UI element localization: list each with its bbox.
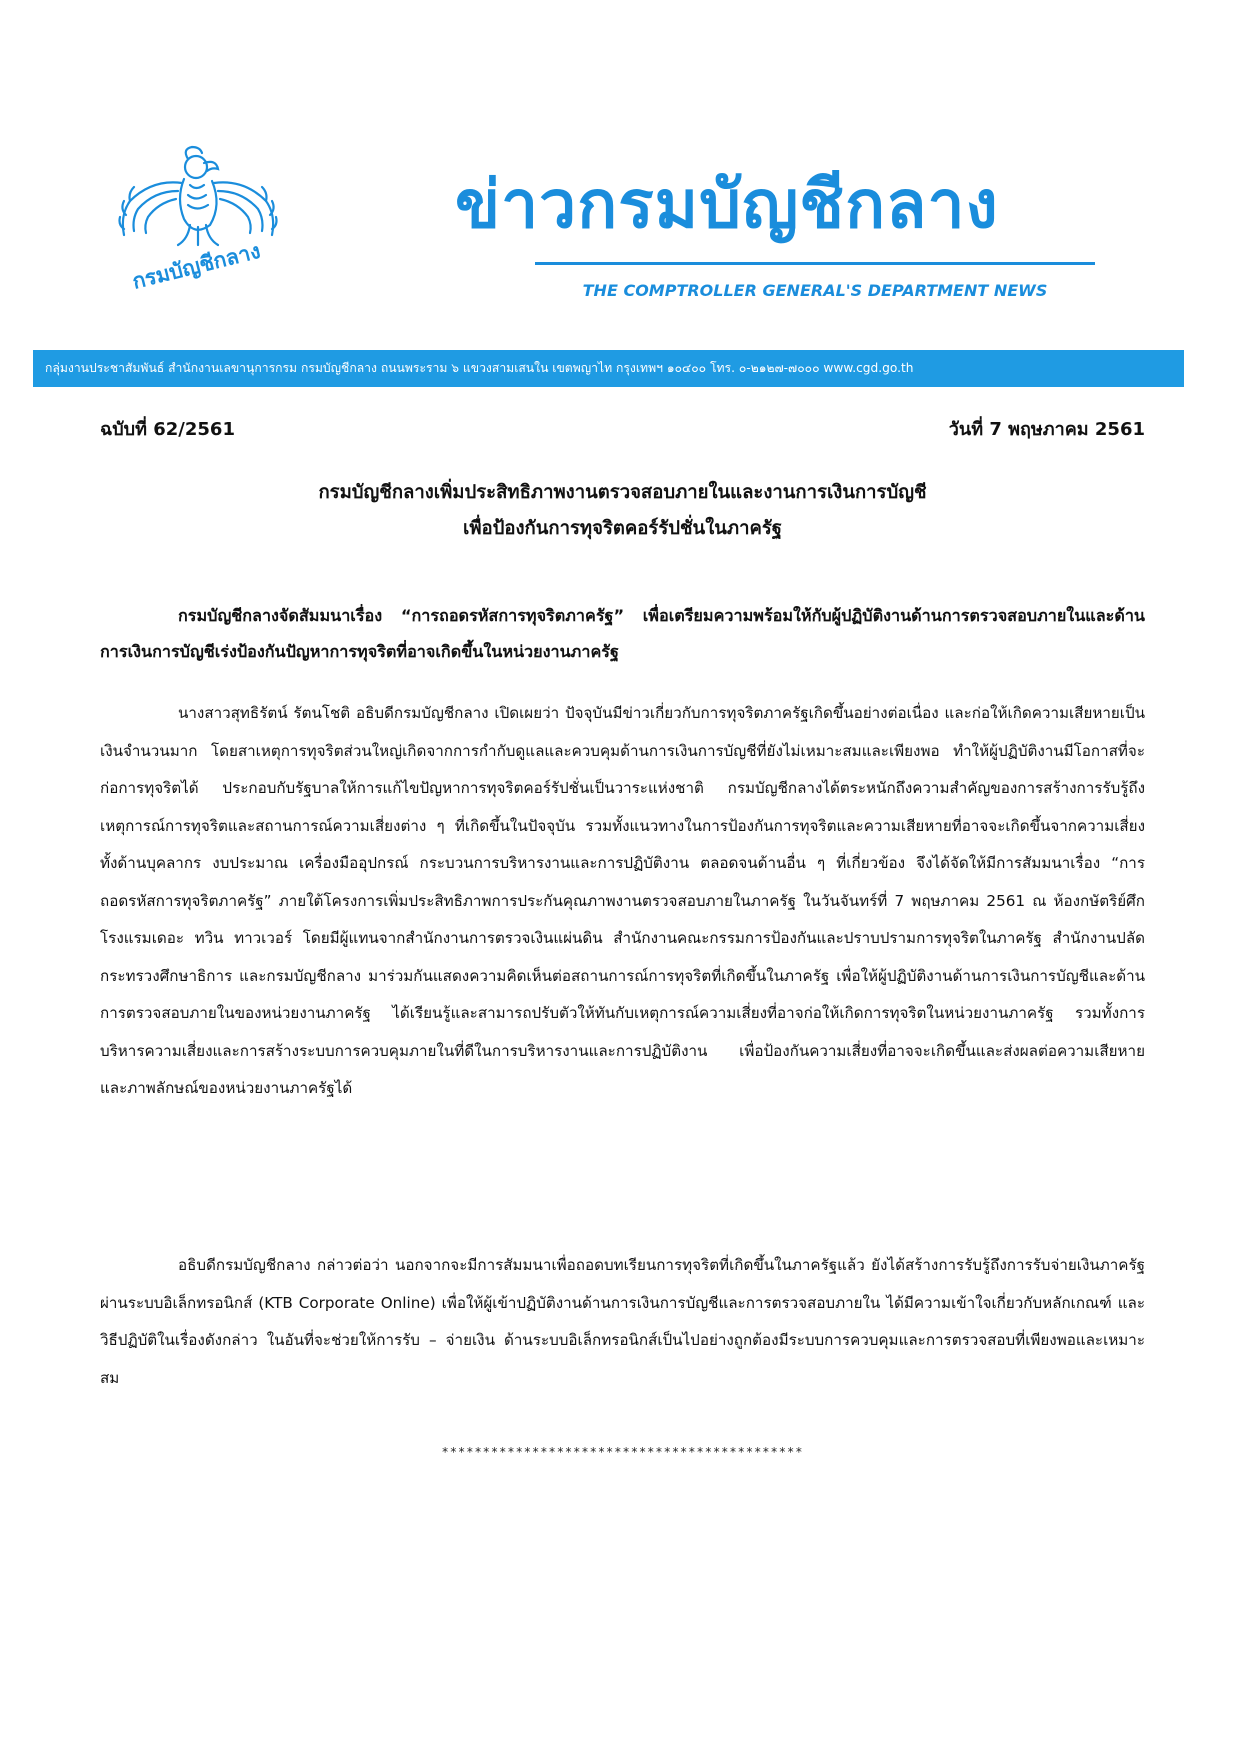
- lead-paragraph: [100, 598, 1145, 670]
- garuda-emblem-icon: [118, 145, 283, 295]
- issue-number: ฉบับที่ 62/2561: [100, 419, 235, 440]
- lead-text: กรมบัญชีกลางจัดสัมมนาเรื่อง “การถอดรหัสการทุจริตภาครัฐ” เพื่อเตรียมความพร้อมให้กับผู้ปฏิบัติงานด้านการตรวจสอบภายในและด้านการเงินการบัญชีเร่งป้องกันปัญหาการทุจริตที่อาจเกิดขึ้นในหน่วยงานภาครัฐ: [100, 606, 1145, 661]
- masthead-divider: [535, 262, 1095, 265]
- masthead-title: ข่าวกรมบัญชีกลาง: [455, 166, 999, 243]
- logo-text: กรมบัญชีกลาง: [129, 238, 263, 294]
- end-marker: ********************************************: [441, 1445, 804, 1459]
- body-text-1: นางสาวสุทธิรัตน์ รัตนโชติ อธิบดีกรมบัญชีกลาง เปิดเผยว่า ปัจจุบันมีข่าวเกี่ยวกับการทุจริตภาครัฐเกิดขึ้นอย่างต่อเนื่อง และก่อให้เกิดความเสียหายเป็นเงินจำนวนมาก โดยสาเหตุการทุจริตส่วนใหญ่เกิดจากการกำกับดูแลและควบคุมด้านการเงินการบัญชีที่ยังไม่เหมาะสมและเพียงพอ ทำให้ผู้ปฏิบัติงานมีโอกาสที่จะก่อการทุจริตได้ ประกอบกับรัฐบาลให้การแก้ไขปัญหาการทุจริตคอร์รัปชั่นเป็นวาระแห่งชาติ กรมบัญชีกลางได้ตระหนักถึงความสำคัญของการสร้างการรับรู้ถึงเหตุการณ์การทุจริตและสถานการณ์ความเสี่ยงต่าง ๆ ที่เกิดขึ้นในปัจจุบัน รวมทั้งแนวทางในการป้องกันการทุจริตและความเสียหายที่อาจจะเกิดขึ้นจากความเสี่ยง ทั้งด้านบุคลากร งบประมาณ เครื่องมืออุปกรณ์ กระบวนการบริหารงานและการปฏิบัติงาน ตลอดจนด้านอื่น ๆ ที่เกี่ยวข้อง จึงได้จัดให้มีการสัมมนาเรื่อง “การถอดรหัสการทุจริตภาครัฐ” ภายใต้โครงการเพิ่มประสิทธิภาพการประกันคุณภาพงานตรวจสอบภายในภาครัฐ ในวันจันทร์ที่ 7 พฤษภาคม 2561 ณ ห้องกษัตริย์ศึก โรงแรมเดอะ ทวิน ทาวเวอร์ โดยมีผู้แทนจากสำนักงานการตรวจเงินแผ่นดิน สำนักงานคณะกรรมการป้องกันและปราบปรามการทุจริตในภาครัฐ สำนักงานปลัดกระทรวงศึกษาธิการ และกรมบัญชีกลาง มาร่วมกันแสดงความคิดเห็นต่อสถานการณ์การทุจริตที่เกิดขึ้นในภาครัฐ เพื่อให้ผู้ปฏิบัติงานด้านการเงินการบัญชีและด้านการตรวจสอบภายในของหน่วยงานภาครัฐ ได้เรียนรู้และสามารถปรับตัวให้ทันกับเหตุการณ์ความเสี่ยงที่อาจก่อให้เกิดการทุจริตในหน่วยงานภาครัฐ รวมทั้งการบริหารความเสี่ยงและการสร้างระบบการควบคุมภายในที่ดีในการบริหารงานและการปฏิบัติงาน เพื่อป้องกันความเสี่ยงที่อาจจะเกิดขึ้นและส่งผลต่อความเสียหายและภาพลักษณ์ของหน่วยงานภาครัฐได้: [100, 704, 1145, 1097]
- body-text-2: อธิบดีกรมบัญชีกลาง กล่าวต่อว่า นอกจากจะมีการสัมมนาเพื่อถอดบทเรียนการทุจริตที่เกิดขึ้นในภาครัฐแล้ว ยังได้สร้างการรับรู้ถึงการรับจ่ายเงินภาครัฐผ่านระบบอิเล็กทรอนิกส์ (KTB Corporate Online) เพื่อให้ผู้เข้าปฏิบัติงานด้านการเงินการบัญชีและการตรวจสอบภายใน ได้มีความเข้าใจเกี่ยวกับหลักเกณฑ์ และวิธีปฏิบัติในเรื่องดังกล่าว ในอันที่จะช่วยให้การรับ – จ่ายเงิน ด้านระบบอิเล็กทรอนิกส์เป็นไปอย่างถูกต้องมีระบบการควบคุมและการตรวจสอบที่เพียงพอและเหมาะสม: [100, 1256, 1145, 1387]
- body-paragraph-1: [100, 695, 1145, 1108]
- masthead-subtitle: THE COMPTROLLER GENERAL'S DEPARTMENT NEWS: [582, 281, 1048, 300]
- meta-row: [100, 415, 1145, 445]
- contact-bar: กลุ่มงานประชาสัมพันธ์ สำนักงานเลขานุการกรม กรมบัญชีกลาง ถนนพระราม ๖ แขวงสามเสนใน เขตพญาไท กรุงเทพฯ ๑๐๔๐๐ โทร. ๐-๒๑๒๗-๗๐๐๐ www.cgd.go.th: [33, 350, 1184, 387]
- headline-line-2: เพื่อป้องกันการทุจริตคอร์รัปชั่นในภาครัฐ: [463, 518, 782, 539]
- headline: [100, 475, 1145, 547]
- issue-date: วันที่ 7 พฤษภาคม 2561: [948, 419, 1145, 440]
- headline-line-1: กรมบัญชีกลางเพิ่มประสิทธิภาพงานตรวจสอบภายในและงานการเงินการบัญชี: [318, 482, 927, 503]
- body-paragraph-2: [100, 1247, 1145, 1397]
